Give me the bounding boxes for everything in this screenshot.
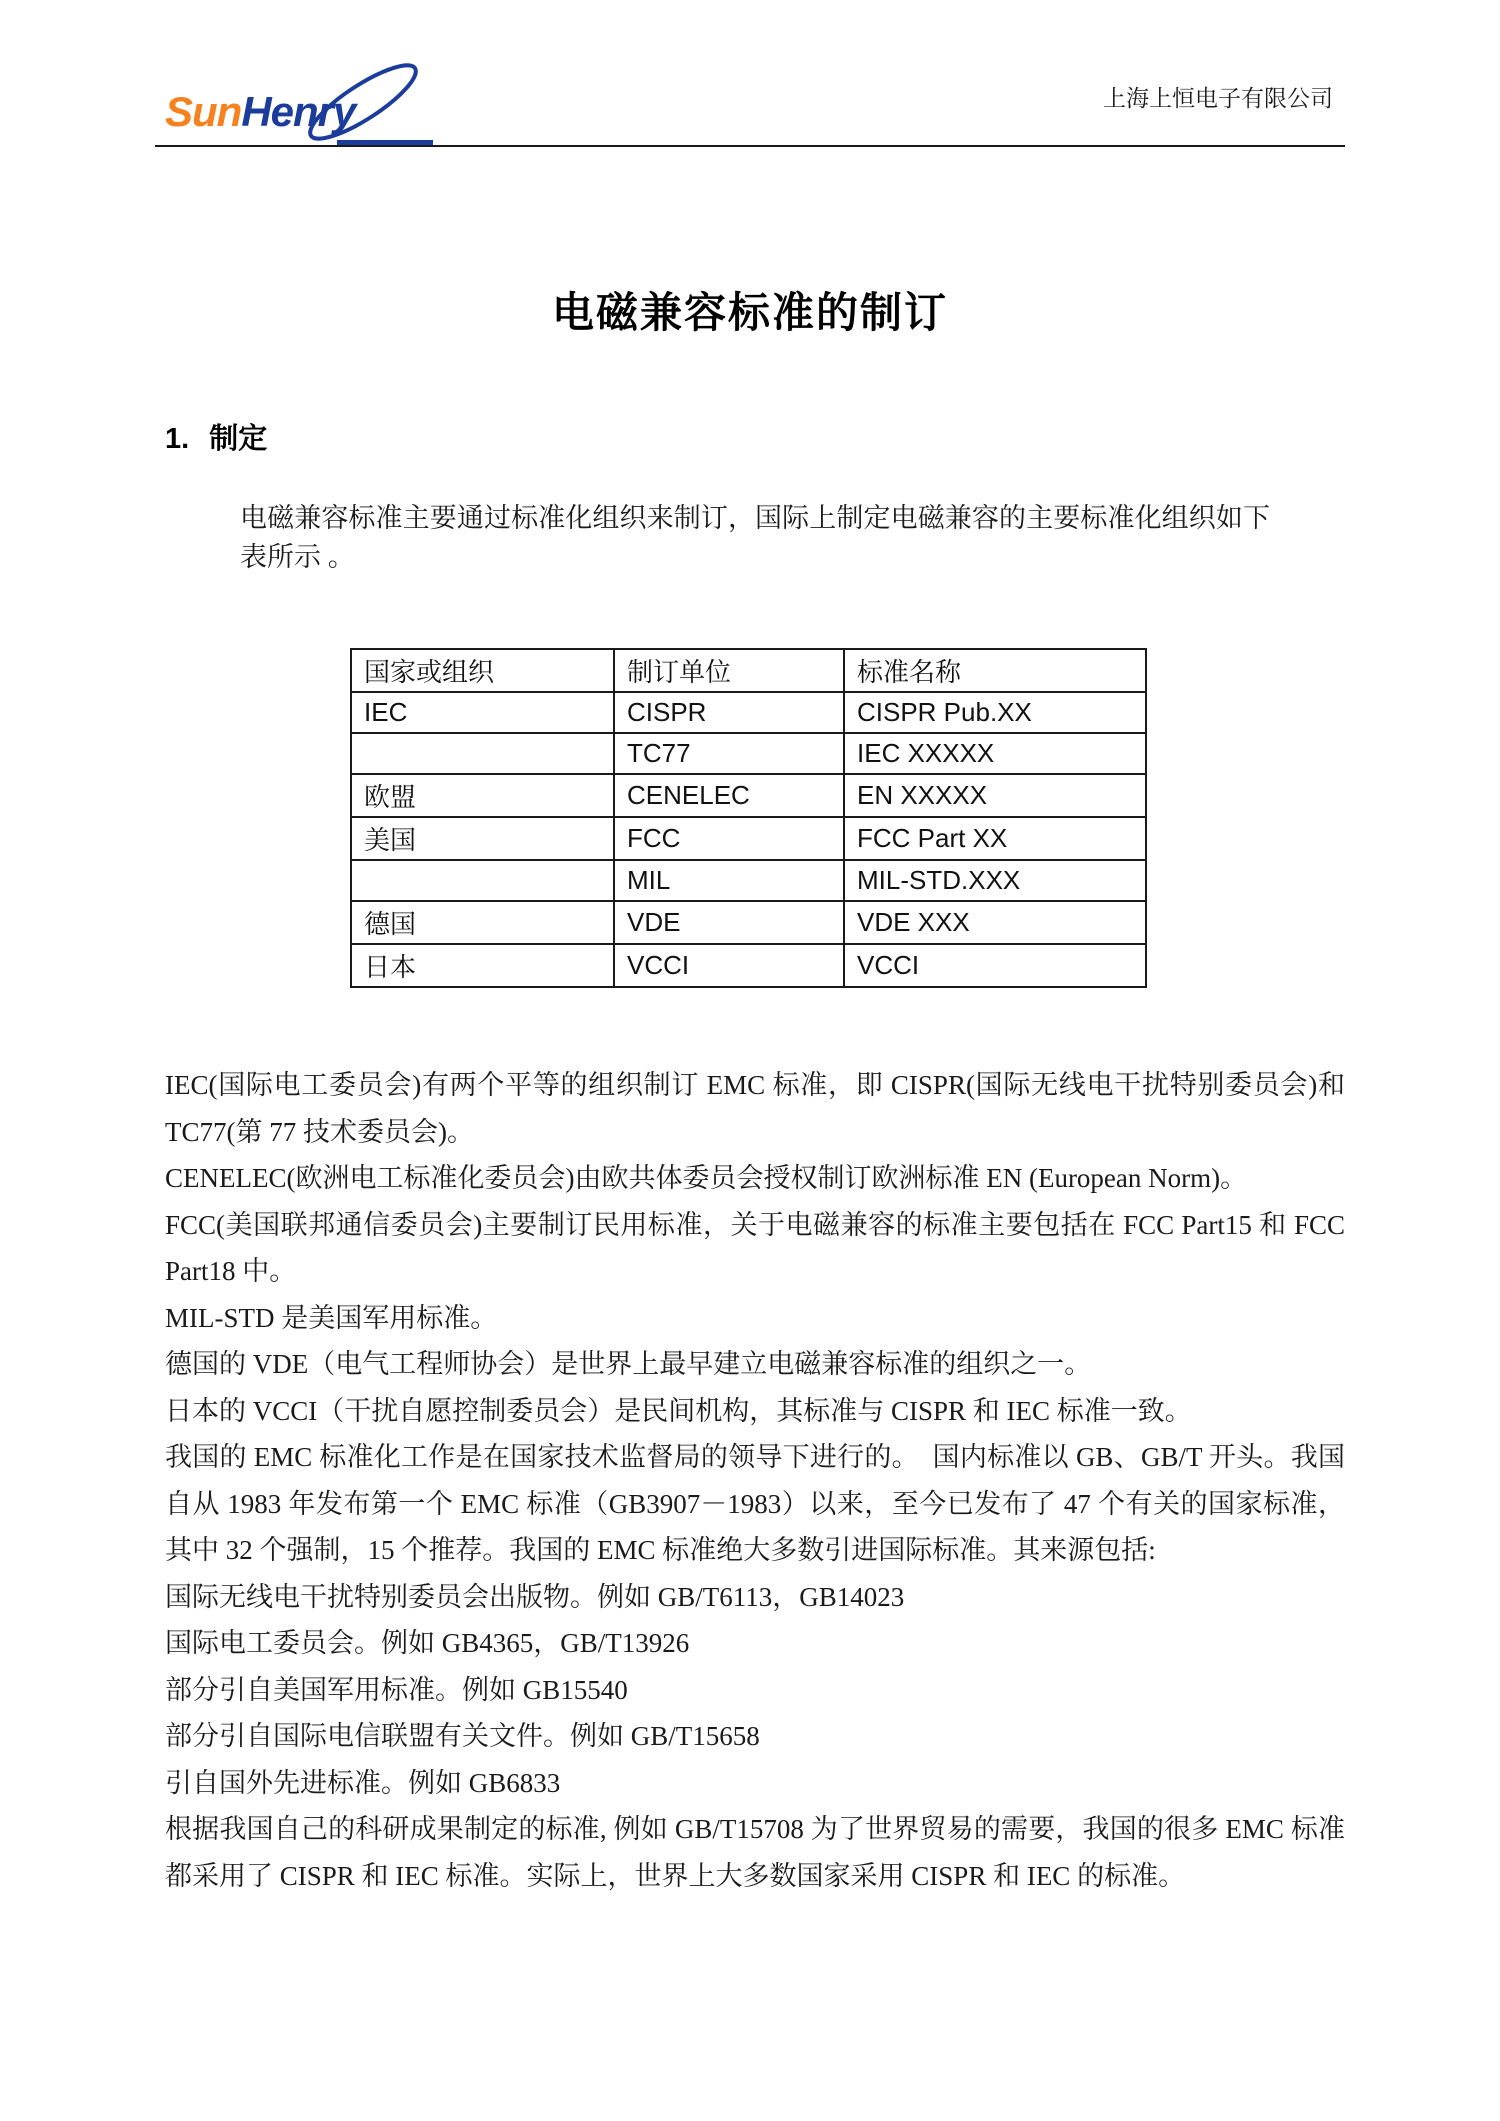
table-cell: CISPR Pub.XX <box>844 692 1146 733</box>
section-number: 1. <box>165 423 190 455</box>
table-cell: 德国 <box>351 901 614 944</box>
standards-table-wrap <box>350 648 1500 988</box>
table-cell: IEC XXXXX <box>844 733 1146 774</box>
table-cell: IEC <box>351 692 614 733</box>
logo-henry-text: Henry <box>241 88 356 135</box>
table-cell: FCC <box>614 817 844 860</box>
paragraph: 德国的 VDE（电气工程师协会）是世界上最早建立电磁兼容标准的组织之一。 <box>165 1349 1092 1379</box>
paragraph: 部分引自美国军用标准。例如 GB15540 <box>165 1674 628 1705</box>
page-title: 电磁兼容标准的制订 <box>551 291 948 337</box>
page-header <box>155 0 1345 147</box>
table-cell: CISPR <box>614 692 844 733</box>
paragraph: FCC(美国联邦通信委员会)主要制订民用标准，关于电磁兼容的标准主要包括在 FCC Part15 和 FCC Part18 中。 <box>165 1209 1345 1286</box>
table-cell: 欧盟 <box>351 774 614 817</box>
paragraph: 国际电工委员会。例如 GB4365，GB/T13926 <box>165 1628 690 1658</box>
table-cell: 美国 <box>351 817 614 860</box>
company-logo <box>165 83 355 143</box>
table-cell: FCC Part XX <box>844 817 1146 860</box>
paragraph: CENELEC(欧洲电工标准化委员会)由欧共体委员会授权制订欧洲标准 EN (European Norm)。 <box>165 1163 1248 1193</box>
logo-underline <box>337 140 433 145</box>
table-row <box>351 901 1146 944</box>
table-row <box>351 733 1146 774</box>
paragraph: MIL-STD 是美国军用标准。 <box>165 1302 498 1333</box>
standards-table <box>350 648 1147 988</box>
paragraph: IEC(国际电工委员会)有两个平等的组织制订 EMC 标准，即 CISPR(国际无线电干扰特别委员会)和 TC77(第 77 技术委员会)。 <box>165 1070 1345 1147</box>
paragraph: 国际无线电干扰特别委员会出版物。例如 GB/T6113，GB14023 <box>165 1581 905 1612</box>
table-cell: VDE <box>614 901 844 944</box>
table-cell: VCCI <box>844 944 1146 987</box>
table-cell: VCCI <box>614 944 844 987</box>
paragraph: 根据我国自己的科研成果制定的标准, 例如 GB/T15708 为了世界贸易的需要，我国的很多 EMC 标准都采用了 CISPR 和 IEC 标准。实际上，世界上大多数国家采用 CISPR 和 IEC 的标准。 <box>165 1814 1345 1891</box>
table-row <box>351 774 1146 817</box>
company-name: 上海上恒电子有限公司 <box>1103 86 1333 111</box>
table-row <box>351 817 1146 860</box>
paragraph: 我国的 EMC 标准化工作是在国家技术监督局的领导下进行的。 国内标准以 GB、GB/T 开头。我国自从 1983 年发布第一个 EMC 标准（GB3907－1983）以来，至今已发布了 47 个有关的国家标准，其中 32 个强制，15 个推荐。我国的 EMC 标准绝大多数引进国际标准。其来源包括: <box>165 1442 1345 1565</box>
table-header-cell: 标准名称 <box>844 649 1146 692</box>
section-heading <box>165 416 1500 457</box>
table-cell: VDE XXX <box>844 901 1146 944</box>
table-row <box>351 692 1146 733</box>
table-row <box>351 944 1146 987</box>
table-header-cell: 国家或组织 <box>351 649 614 692</box>
table-row <box>351 860 1146 901</box>
table-cell: TC77 <box>614 733 844 774</box>
table-cell <box>351 860 614 901</box>
table-cell: MIL <box>614 860 844 901</box>
body-text <box>165 1062 1345 1899</box>
logo-sun-text: Sun <box>165 88 242 135</box>
paragraph: 部分引自国际电信联盟有关文件。例如 GB/T15658 <box>165 1721 760 1751</box>
paragraph: 日本的 VCCI（干扰自愿控制委员会）是民间机构，其标准与 CISPR 和 IEC 标准一致。 <box>165 1395 1192 1426</box>
paragraph: 引自国外先进标准。例如 GB6833 <box>165 1767 561 1798</box>
table-cell: 日本 <box>351 944 614 987</box>
intro-paragraph: 电磁兼容标准主要通过标准化组织来制订，国际上制定电磁兼容的主要标准化组织如下表所示 。 <box>240 503 1270 572</box>
table-cell <box>351 733 614 774</box>
table-cell: CENELEC <box>614 774 844 817</box>
table-cell: MIL-STD.XXX <box>844 860 1146 901</box>
table-header-row <box>351 649 1146 692</box>
section-label: 制定 <box>209 423 268 455</box>
table-header-cell: 制订单位 <box>614 649 844 692</box>
table-cell: EN XXXXX <box>844 774 1146 817</box>
